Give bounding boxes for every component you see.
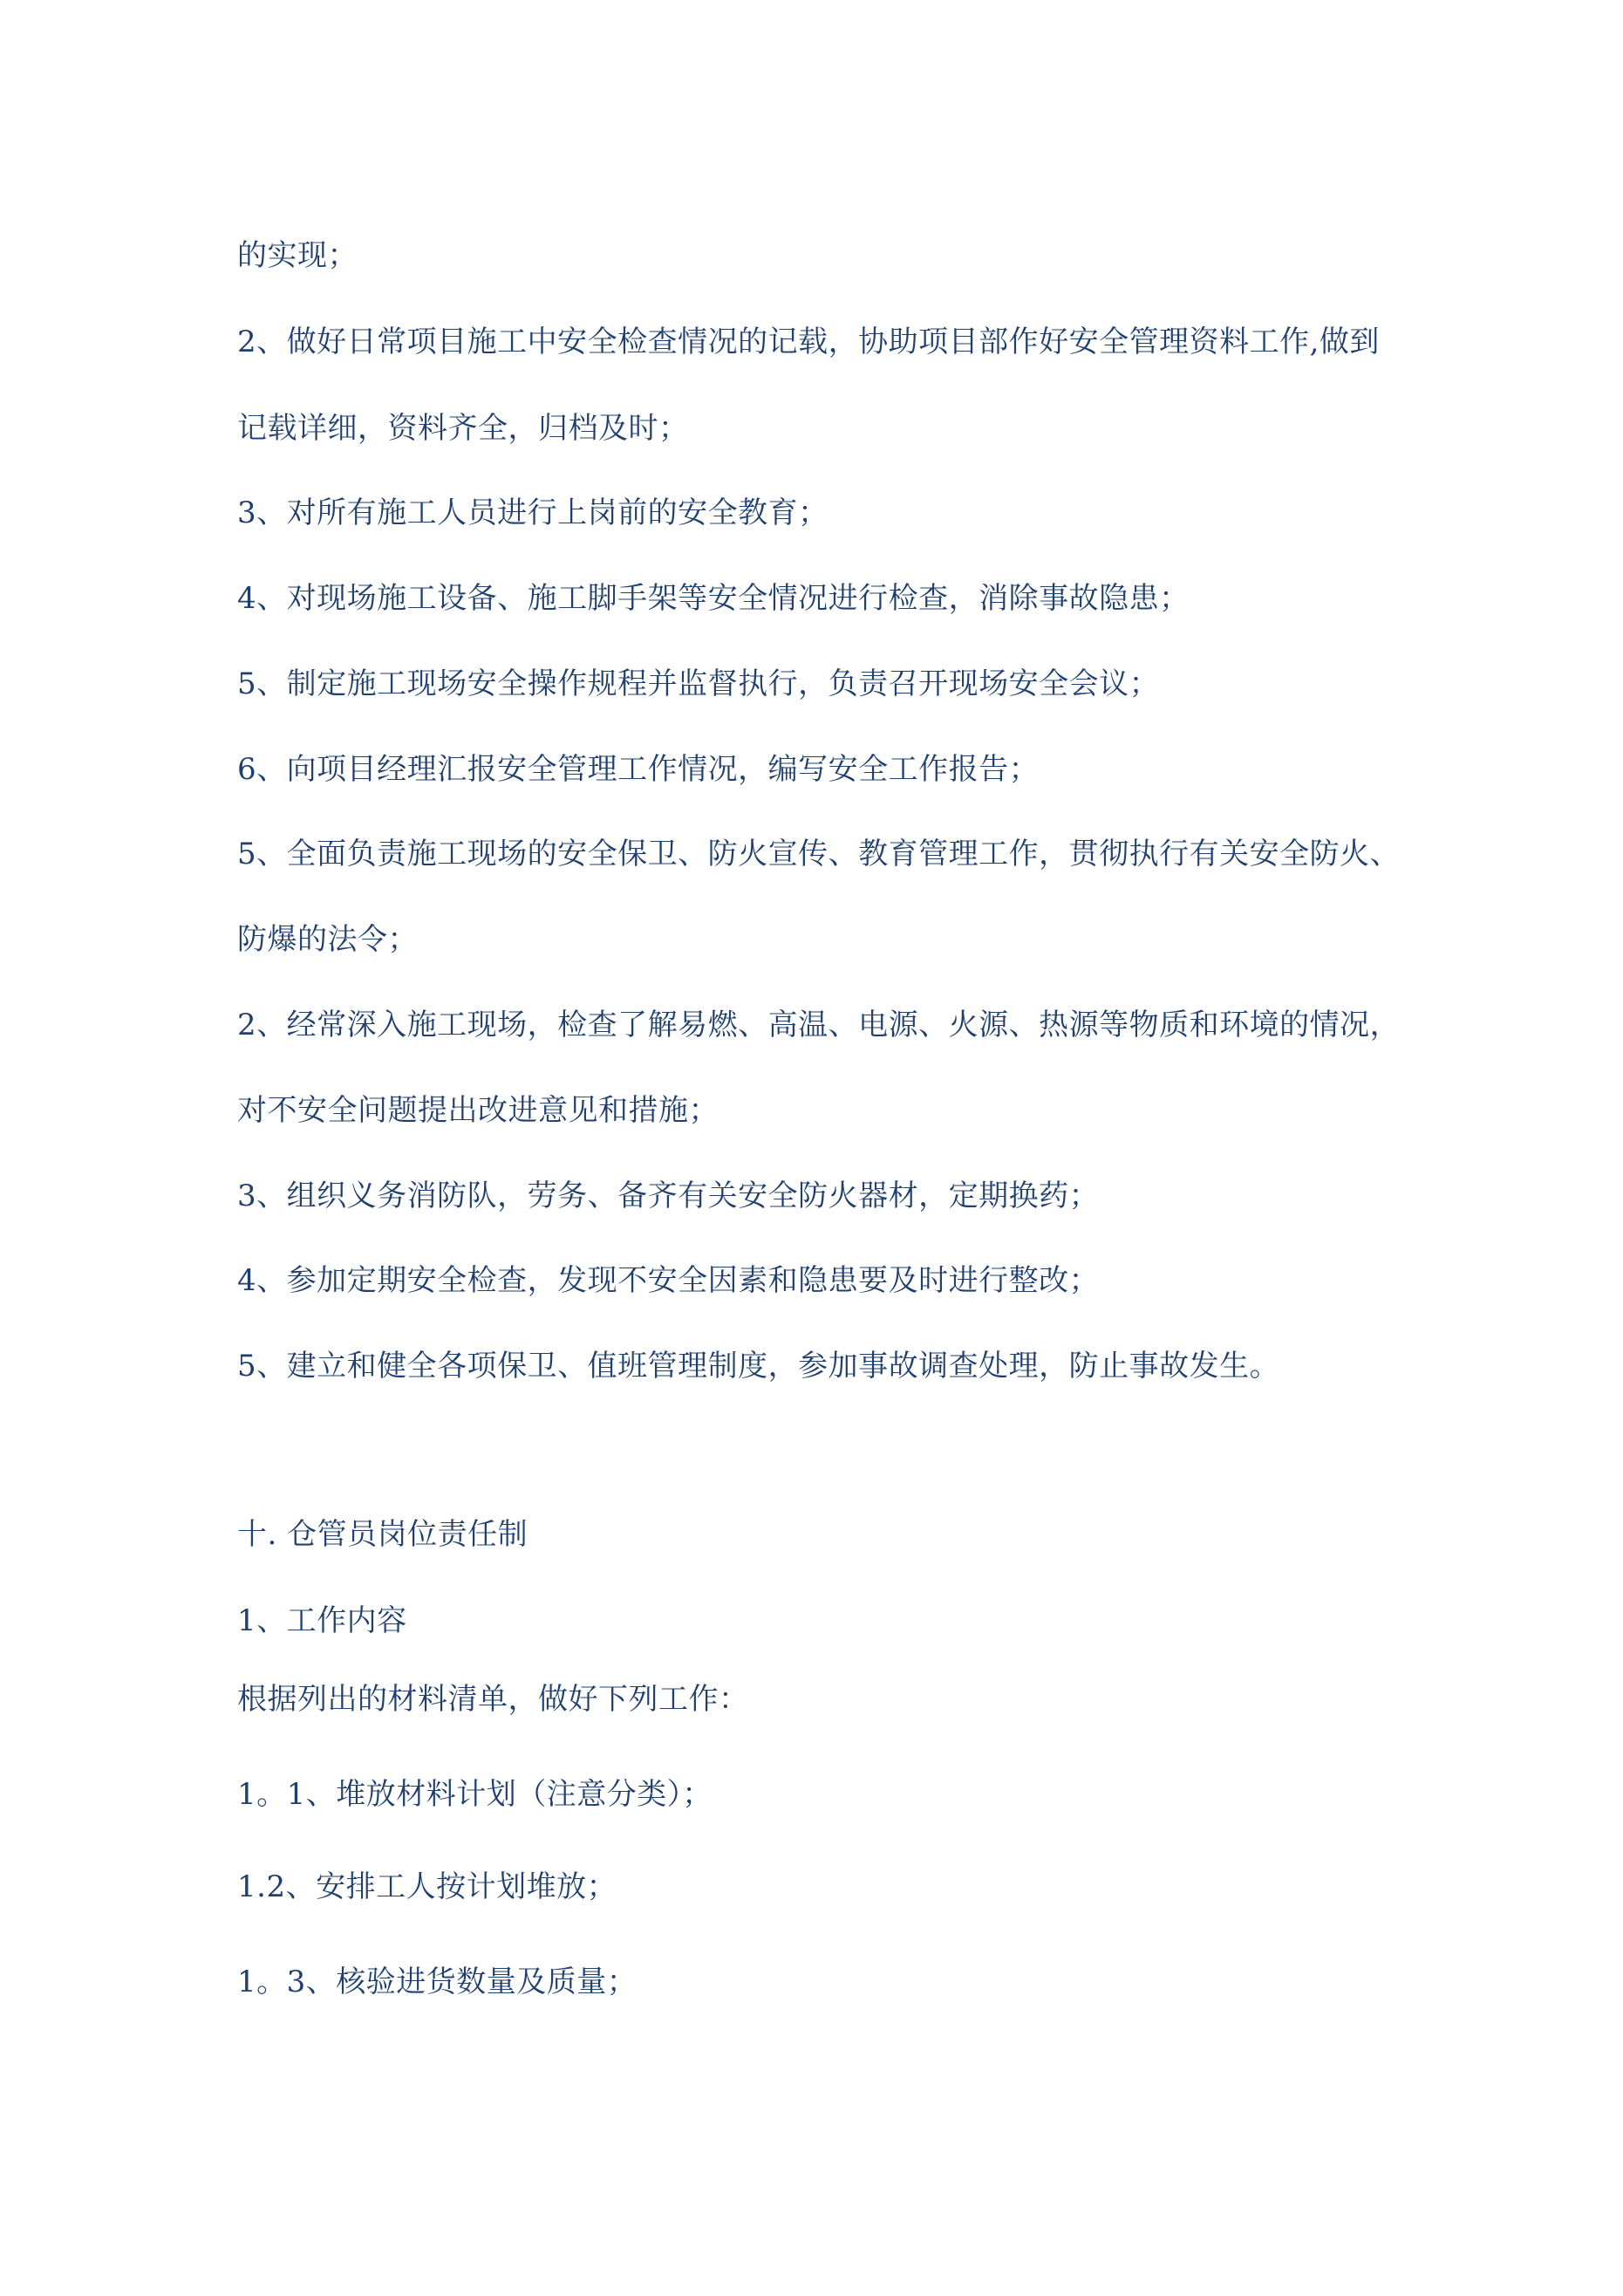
text-line: 1。3、核验进货数量及质量； <box>237 1965 638 1999</box>
section-heading: 十. 仓管员岗位责任制 <box>237 1517 528 1552</box>
text-line: 5、建立和健全各项保卫、值班管理制度，参加事故调查处理，防止事故发生。 <box>237 1349 1280 1384</box>
text-line: 2、做好日常项目施工中安全检查情况的记载，协助项目部作好安全管理资料工作,做到 <box>237 325 1380 359</box>
text-line: 3、对所有施工人员进行上岗前的安全教育； <box>237 495 829 530</box>
text-line: 5、制定施工现场安全操作规程并监督执行，负责召开现场安全会议； <box>237 666 1160 701</box>
text-line: 4、参加定期安全检查，发现不安全因素和隐患要及时进行整改； <box>237 1263 1100 1298</box>
text-line: 1。1、堆放材料计划（注意分类）； <box>237 1777 713 1812</box>
text-line: 的实现； <box>237 238 358 273</box>
text-line: 2、经常深入施工现场，检查了解易燃、高温、电源、火源、热源等物质和环境的情况， <box>237 1008 1401 1042</box>
text-line: 4、对现场施工设备、施工脚手架等安全情况进行检查，消除事故隐患； <box>237 581 1190 616</box>
text-line: 1.2、安排工人按计划堆放； <box>237 1869 617 1904</box>
text-line: 3、组织义务消防队，劳务、备齐有关安全防火器材，定期换药； <box>237 1179 1100 1213</box>
text-line: 5、全面负责施工现场的安全保卫、防火宣传、教育管理工作，贯彻执行有关安全防火、 <box>237 837 1401 871</box>
subsection-heading: 1、工作内容 <box>237 1603 407 1638</box>
text-line: 对不安全问题提出改进意见和措施； <box>237 1093 719 1128</box>
text-line: 根据列出的材料清单，做好下列工作： <box>237 1682 749 1717</box>
text-line: 6、向项目经理汇报安全管理工作情况，编写安全工作报告； <box>237 752 1040 787</box>
text-line: 防爆的法令； <box>237 922 418 957</box>
text-line: 记载详细，资料齐全，归档及时； <box>237 411 689 446</box>
